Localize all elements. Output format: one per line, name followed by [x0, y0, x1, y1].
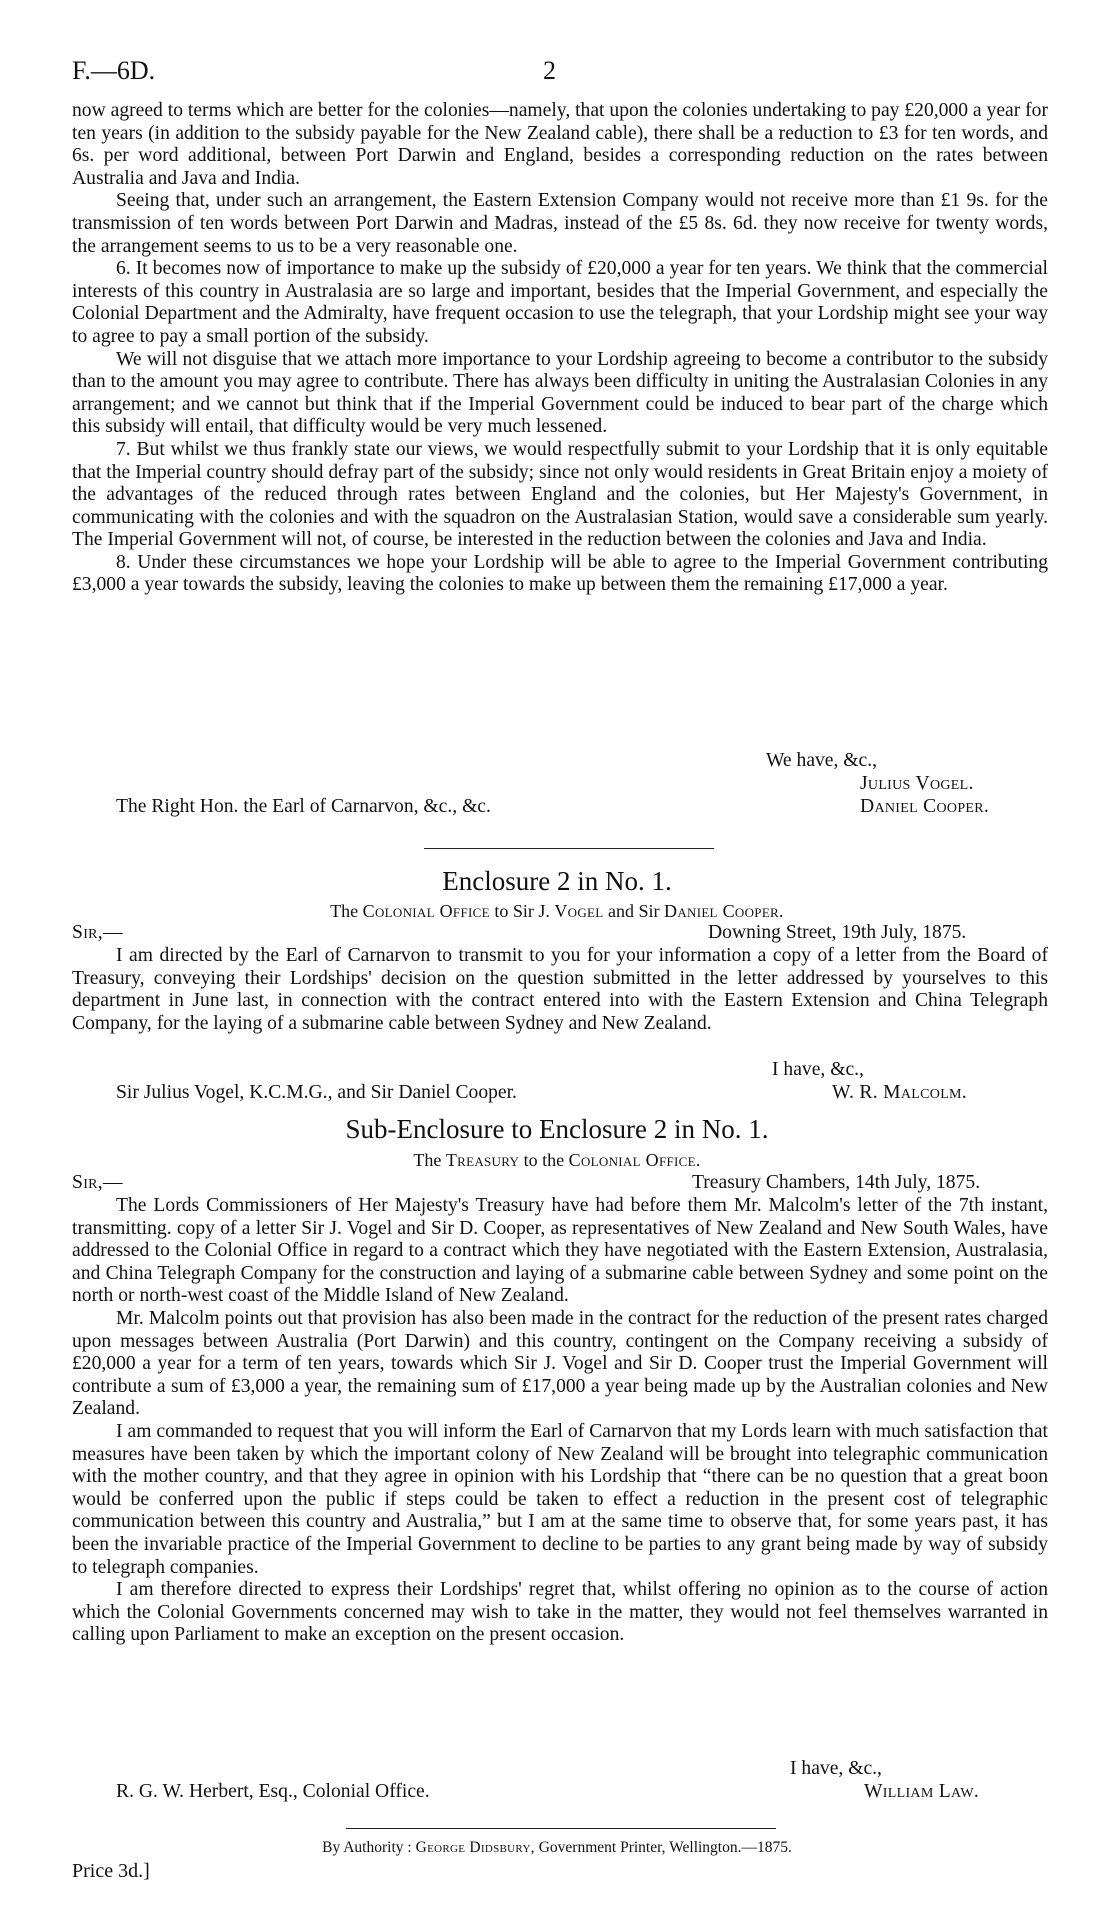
subenclosure-body — [72, 1195, 1048, 1647]
paragraph: now agreed to terms which are better for the colonies—namely, that upon the colonies undertaking to pay £20,000 a year for ten years (in addition to the subsidy payable for the New Zealand cable), there shall be a reduction to £3 for ten words, and 6s. per word additional, between Port Darwin and England, besides a corresponding reduction on the rates between Australia and Java and India. — [72, 100, 1048, 189]
letter1-signatory-cooper: Daniel Cooper. — [860, 796, 990, 817]
footer-authority: By Authority : George Didsbury, Government Printer, Wellington.—1875. — [322, 1839, 792, 1856]
paragraph: I am therefore directed to express their Lordships' regret that, whilst offering no opinion as to the course of action which the Colonial Governments concerned may wish to take in the matter, they would not feel themselves warranted in calling upon Parliament to make an exception on the present occasion. — [72, 1579, 1048, 1646]
subenclosure-dateline: Treasury Chambers, 14th July, 1875. — [692, 1172, 981, 1193]
document-reference: F.—6D. — [72, 56, 156, 85]
enclosure2-body — [72, 945, 1048, 1035]
subenclosure-addressee: R. G. W. Herbert, Esq., Colonial Office. — [116, 1781, 430, 1802]
enclosure2-title: Enclosure 2 in No. 1. — [442, 866, 672, 896]
enclosure2-addressee: Sir Julius Vogel, K.C.M.G., and Sir Daniel Cooper. — [116, 1082, 517, 1103]
paragraph: I am directed by the Earl of Carnarvon to transmit to you for your information a copy of a letter from the Board of Treasury, conveying their Lordships' decision on the question submitted in the letter addressed by yourselves to this department in June last, in connection with the contract entered into with the Eastern Extension and China Telegraph Company, for the laying of a submarine cable between Sydney and New Zealand. — [72, 945, 1048, 1034]
enclosure2-subtitle: The Colonial Office to Sir J. Vogel and Sir Daniel Cooper. — [330, 901, 784, 921]
paragraph: I am commanded to request that you will inform the Earl of Carnarvon that my Lords learn with much satisfaction that measures have been taken by which the important colony of New Zealand will be brought into telegraphic communication with the mother country, and that they agree in opinion with his Lordship that “there can be no question that a great boon would be conferred upon the public if steps could be taken to effect a reduction in the present cost of telegraphic communication between this country and Australia,” but I am at the same time to observe that, for some years past, it has been the invariable practice of the Imperial Government to decline to be parties to any grant being made by way of subsidy to telegraph companies. — [72, 1420, 1048, 1578]
letter1-addressee: The Right Hon. the Earl of Carnarvon, &c., &c. — [116, 796, 491, 817]
paragraph: Seeing that, under such an arrangement, the Eastern Extension Company would not receive more than £1 9s. for the transmission of ten words between Port Darwin and Madras, instead of the £5 8s. 6d. they now receive for twenty words, the arrangement seems to us to be a very reasonable one. — [72, 190, 1048, 257]
subenclosure-title: Sub-Enclosure to Enclosure 2 in No. 1. — [345, 1114, 769, 1144]
paragraph: 8. Under these circumstances we hope your Lordship will be able to agree to the Imperial Government contributing £3,000 a year towards the subsidy, leaving the colonies to make up between them the remaining £17,000 a year. — [72, 551, 1048, 596]
enclosure2-signatory: W. R. Malcolm. — [832, 1082, 967, 1103]
enclosure2-salutation: Sir,— — [72, 922, 123, 943]
paragraph: Mr. Malcolm points out that provision has also been made in the contract for the reduction of the present rates charged upon messages between Australia (Port Darwin) and this country, contingent on the Company receiving a subsidy of £20,000 a year for a term of ten years, towards which Sir J. Vogel and Sir D. Cooper trust the Imperial Government will contribute a sum of £3,000 a year, the remaining sum of £17,000 a year being made up by the Australian colonies and New Zealand. — [72, 1307, 1048, 1420]
section-divider — [424, 848, 714, 849]
subenclosure-signatory: William Law. — [864, 1781, 980, 1802]
subenclosure-salutation: Sir,— — [72, 1172, 123, 1193]
enclosure2-dateline: Downing Street, 19th July, 1875. — [708, 922, 967, 943]
letter1-closing: We have, &c., — [766, 750, 878, 771]
footer-price: Price 3d.] — [72, 1860, 150, 1882]
footer-divider — [346, 1828, 776, 1829]
subenclosure-subtitle: The Treasury to the Colonial Office. — [413, 1150, 701, 1170]
letter1-signatory-vogel: Julius Vogel. — [860, 773, 974, 794]
paragraph: We will not disguise that we attach more importance to your Lordship agreeing to become a contributor to the subsidy than to the amount you may agree to contribute. There has always been difficulty in uniting the Australasian Colonies in any arrangement; and we cannot but think that if the Imperial Government could be induced to bear part of the charge which this subsidy will entail, that difficulty would be very much lessened. — [72, 348, 1048, 438]
paragraph: 7. But whilst we thus frankly state our views, we would respectfully submit to your Lordship that it is only equitable that the Imperial country should defray part of the subsidy; since not only would residents in Great Britain enjoy a moiety of the advantages of the reduced through rates between England and the colonies, but Her Majesty's Government, in communicating with the colonies and with the squadron on the Australasian Station, would save a considerable sum yearly. The Imperial Government will not, of course, be interested in the reduction between the colonies and Java and India. — [72, 438, 1048, 551]
subenclosure-closing: I have, &c., — [790, 1758, 882, 1779]
letter1-body — [72, 100, 1048, 597]
enclosure2-closing: I have, &c., — [772, 1059, 864, 1080]
paragraph: The Lords Commissioners of Her Majesty's Treasury have had before them Mr. Malcolm's letter of the 7th instant, transmitting. copy of a letter Sir J. Vogel and Sir D. Cooper, as representatives of New Zealand and New South Wales, have addressed to the Colonial Office in regard to a contract which they have negotiated with the Eastern Extension, Australasia, and China Telegraph Company for the construction and laying of a submarine cable between Sydney and some point on the north or north-west coast of the Middle Island of New Zealand. — [72, 1195, 1048, 1307]
page-number: 2 — [543, 56, 556, 85]
paragraph: 6. It becomes now of importance to make up the subsidy of £20,000 a year for ten years. We think that the commercial interests of this country in Australasia are so large and important, besides that the Imperial Government, and especially the Colonial Department and the Admiralty, have frequent occasion to use the telegraph, that your Lordship might see your way to agree to pay a small portion of the subsidy. — [72, 258, 1048, 347]
